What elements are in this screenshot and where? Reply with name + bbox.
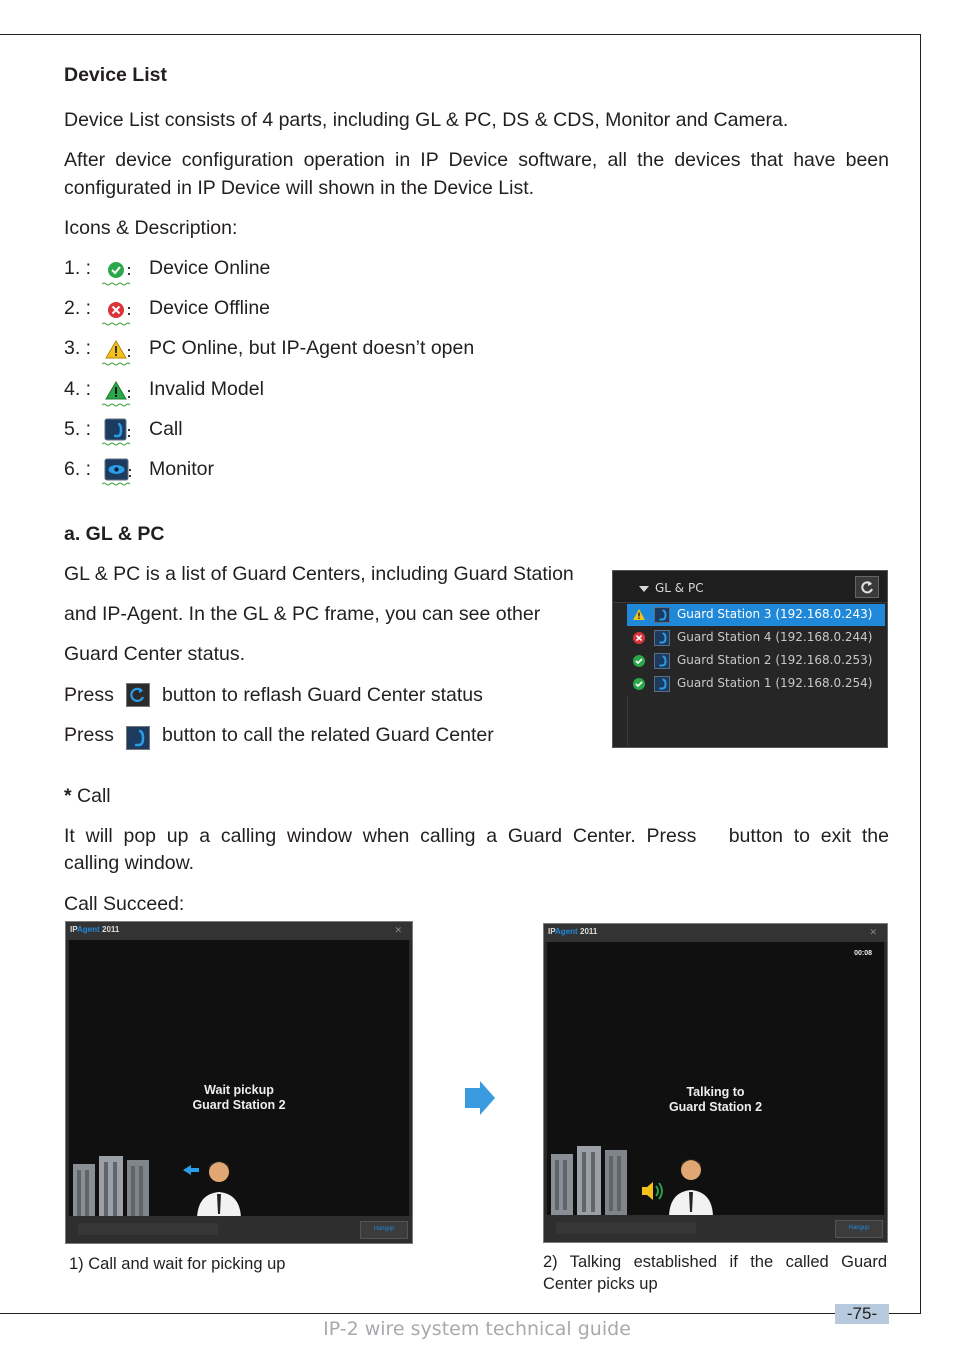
collapse-arrow-icon[interactable] <box>639 586 649 592</box>
list-number: 3. : <box>64 337 92 359</box>
monitor-eye-icon <box>102 457 132 487</box>
status-line: Talking to <box>686 1085 745 1099</box>
panel-divider <box>627 696 628 746</box>
refresh-description: button to reflash Guard Center status <box>162 684 483 706</box>
brand-ip: IPAgent <box>548 927 578 936</box>
call-text-line: calling window. <box>64 852 195 874</box>
refresh-icon <box>126 683 150 707</box>
icon-description: Invalid Model <box>149 378 264 400</box>
panel-title: GL & PC <box>655 581 704 595</box>
x-circle-icon <box>102 297 132 327</box>
window-titlebar <box>544 924 887 942</box>
call-heading <box>64 783 111 810</box>
gl-text-line: and IP-Agent. In the GL & PC frame, you can see other <box>64 603 541 625</box>
brand-year: 2011 <box>102 925 120 934</box>
guard-station-row[interactable] <box>627 627 885 649</box>
guard-station-label: Guard Station 3 (192.168.0.243) <box>677 607 873 621</box>
guard-station-row[interactable] <box>627 650 885 672</box>
caption-1: 1) Call and wait for picking up <box>69 1255 286 1273</box>
list-number: 2. : <box>64 297 92 319</box>
paragraph-line: After device configuration operation in IP Device software, all the devices that have been <box>64 149 889 171</box>
window-titlebar <box>66 922 412 940</box>
status-target: Guard Station 2 <box>668 1100 763 1114</box>
status-target: Guard Station 2 <box>192 1098 286 1112</box>
next-arrow-icon <box>463 1080 497 1116</box>
icons-title: Icons & Description: <box>64 217 238 239</box>
call-icon <box>102 417 132 447</box>
icon-description: PC Online, but IP-Agent doesn’t open <box>149 337 475 359</box>
call-window-talking <box>543 923 888 1243</box>
guard-person-icon <box>665 1156 717 1218</box>
hangup-button[interactable] <box>360 1221 408 1239</box>
section-heading: Device List <box>64 64 167 86</box>
hangup-label: Hangup <box>848 1225 870 1231</box>
check-circle-icon <box>632 677 646 691</box>
hangup-button[interactable] <box>835 1220 883 1238</box>
icon-description: Call <box>149 418 183 440</box>
buildings-icon <box>547 1138 647 1218</box>
guard-station-label: Guard Station 4 (192.168.0.244) <box>677 630 873 644</box>
brand-year: 2011 <box>580 927 598 936</box>
call-star: * <box>64 785 72 807</box>
section-a-heading: a. GL & PC <box>64 523 165 545</box>
hangup-label: Hangup <box>373 1226 395 1232</box>
intro-text: Device List consists of 4 parts, including GL & PC, DS & CDS, Monitor and Camera. <box>64 109 789 131</box>
list-number: 6. : <box>64 458 92 480</box>
close-icon[interactable]: ✕ <box>869 927 877 937</box>
call-icon[interactable] <box>654 630 670 646</box>
call-text-line: It will pop up a calling window when calling a Guard Center. Press button to exit the <box>64 825 889 847</box>
call-icon[interactable] <box>654 676 670 692</box>
toolbar-controls <box>556 1222 696 1234</box>
call-window-waiting <box>65 921 413 1244</box>
call-icon[interactable] <box>654 653 670 669</box>
toolbar-controls <box>78 1223 218 1235</box>
icon-description: Monitor <box>149 458 215 480</box>
call-toolbar <box>544 1215 887 1242</box>
page-number: -75- <box>835 1304 889 1324</box>
gl-text-line: Guard Center status. <box>64 643 246 665</box>
warning-yellow-icon <box>632 608 646 622</box>
caption-2-line1: 2) Talking established if the called Guard <box>543 1253 887 1271</box>
refresh-button[interactable] <box>855 576 879 598</box>
call-succeed-label: Call Succeed: <box>64 893 185 915</box>
call-button-icon <box>126 726 150 750</box>
guard-person-icon <box>193 1158 245 1220</box>
gl-text-line: GL & PC is a list of Guard Centers, including Guard Station <box>64 563 574 585</box>
refresh-icon <box>859 579 875 595</box>
call-icon[interactable] <box>654 607 670 623</box>
warning-yellow-icon <box>102 337 132 367</box>
close-icon[interactable]: ✕ <box>394 925 402 935</box>
guard-station-label: Guard Station 2 (192.168.0.253) <box>677 653 873 667</box>
panel-header <box>613 571 887 603</box>
status-line: Wait pickup <box>204 1083 274 1097</box>
guard-station-row[interactable] <box>627 673 885 695</box>
page-footer: IP-2 wire system technical guide <box>323 1318 631 1340</box>
list-number: 5. : <box>64 418 92 440</box>
speaker-icon <box>639 1178 665 1204</box>
press-label: Press <box>64 684 114 706</box>
icon-description: Device Offline <box>149 297 271 319</box>
check-circle-icon <box>102 257 132 287</box>
press-label: Press <box>64 724 114 746</box>
call-heading-text: Call <box>71 785 111 807</box>
icon-description: Device Online <box>149 257 271 279</box>
paragraph-line: configurated in IP Device will shown in the Device List. <box>64 177 535 199</box>
call-description: button to call the related Guard Center <box>162 724 494 746</box>
list-number: 4. : <box>64 378 92 400</box>
call-screen <box>69 940 409 1216</box>
warning-green-icon <box>102 378 132 408</box>
brand-ip: IPAgent <box>70 925 100 934</box>
call-timer: 00:08 <box>854 950 872 957</box>
x-circle-icon <box>632 631 646 645</box>
guard-station-row[interactable] <box>627 604 885 626</box>
gl-pc-panel <box>612 570 888 748</box>
check-circle-icon <box>632 654 646 668</box>
list-number: 1. : <box>64 257 92 279</box>
guard-station-label: Guard Station 1 (192.168.0.254) <box>677 676 873 690</box>
call-toolbar <box>66 1216 412 1243</box>
call-screen <box>547 942 884 1215</box>
caption-2-line2: Center picks up <box>543 1275 658 1293</box>
